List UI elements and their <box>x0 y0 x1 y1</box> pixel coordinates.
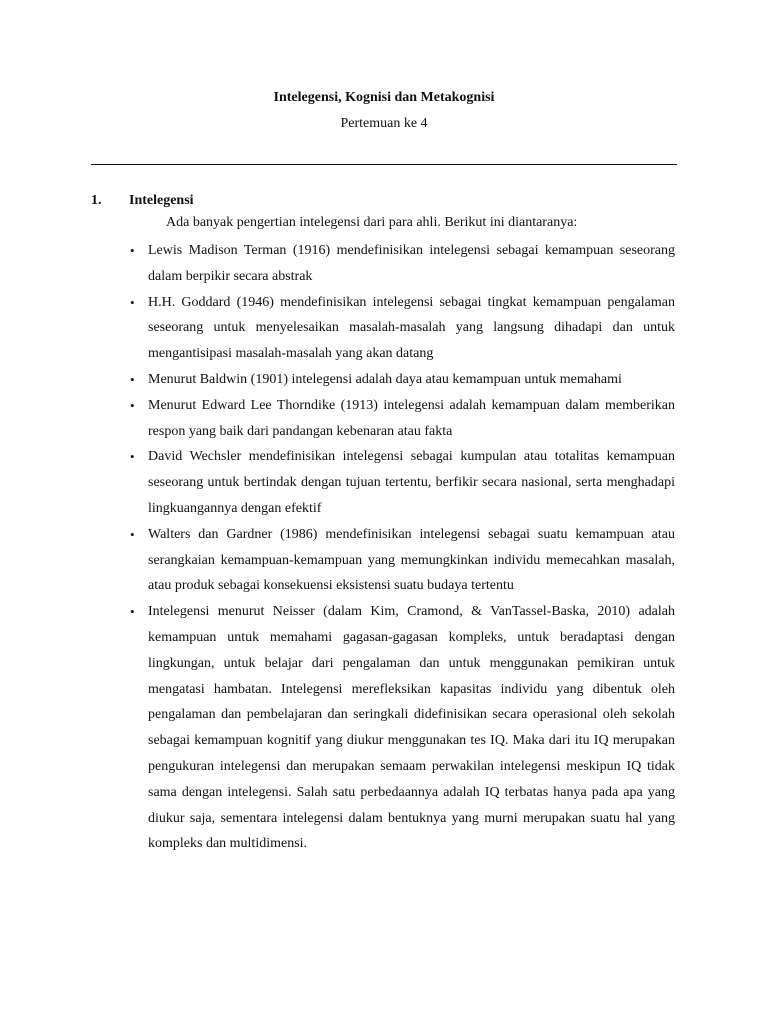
list-item <box>129 393 675 445</box>
document-title: Intelegensi, Kognisi dan Metakognisi <box>273 90 495 105</box>
bullet-icon: • <box>130 526 135 542</box>
list-item-text: Lewis Madison Terman (1916) mendefinisikan intelegensi sebagai kemampuan seseorang dalam berpikir secara abstrak <box>148 243 675 284</box>
list-item <box>129 367 675 393</box>
list-item <box>129 522 675 599</box>
list-item-text: Walters dan Gardner (1986) mendefinisikan intelegensi sebagai suatu kemampuan atau serangkaian kemampuan-kemampuan yang memungkinkan individu memecahkan masalah, atau produk sebagai konsekuensi eksistensi suatu budaya tertentu <box>148 526 675 594</box>
bullet-icon: • <box>130 371 135 387</box>
definition-list <box>129 238 675 857</box>
list-item-text: Menurut Baldwin (1901) intelegensi adalah daya atau kemampuan untuk memahami <box>148 371 622 387</box>
bullet-icon: • <box>130 604 135 620</box>
list-item-text: David Wechsler mendefinisikan intelegensi sebagai kumpulan atau totalitas kemampuan seseorang untuk bertindak dengan tujuan tertentu, berfikir secara nasional, serta menghadapi lingkuangannya dengan efektif <box>148 449 675 516</box>
section-intro: Ada banyak pengertian intelegensi dari para ahli. Berikut ini diantaranya: <box>166 215 578 230</box>
bullet-icon: • <box>130 243 135 258</box>
list-item-text: Intelegensi menurut Neisser (dalam Kim, Cramond, & VanTassel-Baska, 2010) adalah kemampuan untuk memahami gagasan-gagasan kompleks, untuk beradaptasi dengan lingkungan, untuk belajar dari pengalaman dan untuk menggunakan pemikiran untuk mengatasi hambatan. Intelegensi merefleksikan kapasitas individu yang dibentuk oleh pengalaman dan pembelajaran dan seringkali didefinisikan secara operasional oleh sekolah sebagai kemampuan kognitif yang diukur menggunakan tes IQ. Maka dari itu IQ merupakan pengukuran intelegensi dan merupakan semaam perwakilan intelegensi meskipun IQ tidak sama dengan intelegensi. Salah satu perbedaannya adalah IQ terbatas hanya pada apa yang diukur saja, sementara intelegensi dalam bentuknya yang murni merupakan suatu hal yang kompleks dan multidimensi. <box>148 604 675 852</box>
list-item <box>129 290 675 367</box>
bullet-icon: • <box>130 397 135 413</box>
list-item <box>129 238 675 290</box>
section-number: 1. <box>91 193 102 208</box>
bullet-icon: • <box>130 294 135 310</box>
list-item <box>129 599 675 857</box>
list-item <box>129 444 675 521</box>
bullet-icon: • <box>130 449 135 465</box>
list-item-text: H.H. Goddard (1946) mendefinisikan intelegensi sebagai tingkat kemampuan pengalaman seseorang untuk menyelesaikan masalah-masalah yang langsung dihadapi dan untuk mengantisipasi masalah-masalah yang akan datang <box>148 294 675 362</box>
document-subtitle: Pertemuan ke 4 <box>340 116 428 131</box>
section-title: Intelegensi <box>129 193 194 208</box>
list-item-text: Menurut Edward Lee Thorndike (1913) intelegensi adalah kemampuan dalam memberikan respon yang baik dari pandangan kebenaran atau fakta <box>148 397 675 439</box>
horizontal-divider <box>91 164 677 165</box>
